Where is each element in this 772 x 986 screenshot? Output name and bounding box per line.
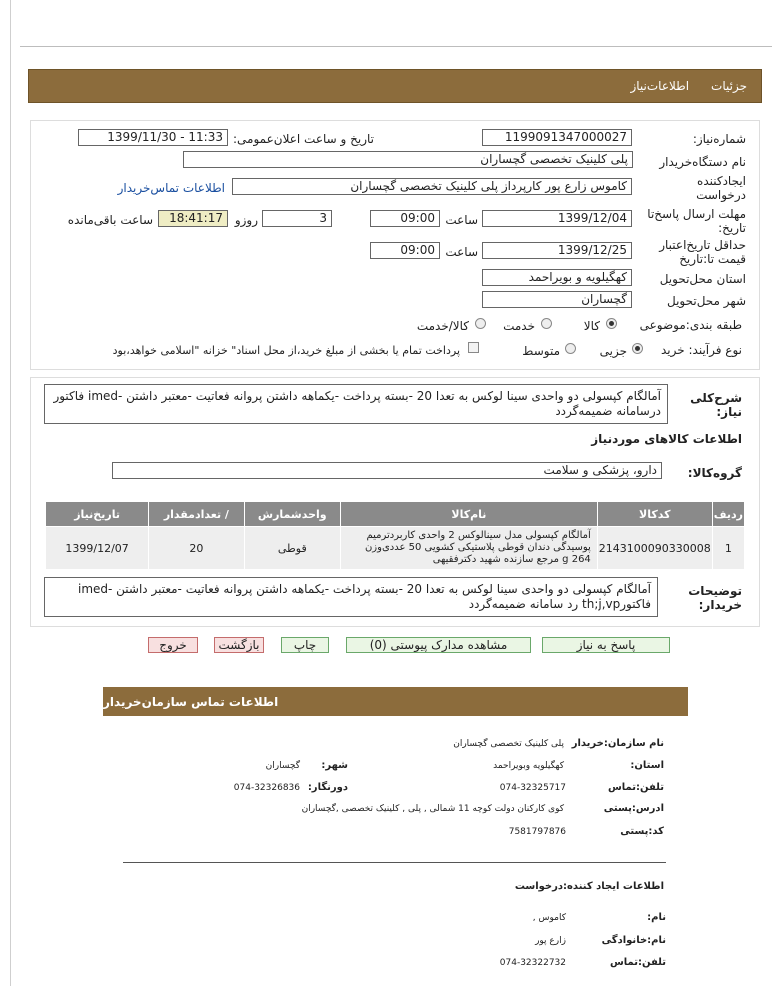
postal-value: 7581797876: [508, 827, 566, 837]
validity-label-line2: قیمت تا:تاریخ: [679, 252, 746, 266]
validity-time-field: 09:00: [370, 242, 440, 259]
summary-label-line1: شرح‌کلی: [690, 391, 742, 405]
deadline-hour-label: ساعت: [445, 213, 478, 227]
col-code: کدکالا: [597, 502, 712, 527]
summary-label-line2: نیاز:: [716, 405, 742, 419]
creator-name-value: کاموس ,: [532, 913, 566, 923]
province-field: کهگیلویه و بویراحمد: [482, 269, 632, 286]
postal-label: کد:پستی: [620, 826, 664, 837]
buyer-desc-label-line1: توضیحات: [688, 584, 742, 598]
creator-phone-value: 074-32322732: [499, 958, 566, 968]
province-contact-label: استان:: [630, 760, 664, 771]
province-contact-value: کهگیلویه وبویراحمد: [493, 761, 564, 771]
days-label: روزو: [234, 213, 258, 227]
treasury-payment-checkbox[interactable]: [468, 342, 479, 353]
left-border-line: [10, 0, 11, 986]
city-field: گچساران: [482, 291, 632, 308]
buyer-label: نام دستگاه‌خریدار: [659, 155, 746, 169]
cell-row: 1: [712, 527, 744, 570]
deadline-label-line1: مهلت ارسال پاسخ‌تا: [647, 207, 746, 221]
tab-details[interactable]: جزئیات: [711, 79, 747, 93]
print-button[interactable]: چاپ: [281, 637, 329, 653]
deadline-time-field: 09:00: [370, 210, 440, 227]
goods-table: [45, 501, 745, 570]
validity-date-field: 1399/12/25: [482, 242, 632, 259]
need-number-field: 1199091347000027: [482, 129, 632, 146]
fax-label: دورنگار:: [307, 782, 348, 793]
cell-unit: قوطی: [244, 527, 340, 570]
announce-label: تاریخ و ساعت اعلان‌عمومی:: [232, 132, 374, 146]
creator-family-value: زارع پور: [535, 936, 566, 946]
creator-label-line2: درخواست: [696, 188, 746, 202]
attachments-button[interactable]: مشاهده مدارک پیوستی (0): [346, 637, 531, 653]
reply-button[interactable]: پاسخ به نیاز: [542, 637, 670, 653]
table-row: [46, 527, 745, 570]
remaining-label: ساعت باقی‌مانده: [67, 213, 153, 227]
deadline-label-line2: تاریخ:: [718, 221, 746, 235]
tab-need-info[interactable]: اطلاعات‌نیاز: [630, 79, 690, 93]
category-both-radio[interactable]: [475, 318, 486, 329]
address-label: ادرس:پستی: [603, 803, 664, 814]
table-header-row: [46, 502, 745, 527]
days-field: 3: [262, 210, 332, 227]
process-label: نوع فرآیند: خرید: [661, 343, 742, 357]
category-service-radio[interactable]: [541, 318, 552, 329]
fax-value: 074-32326836: [233, 783, 300, 793]
remaining-time-field: 18:41:17: [158, 210, 228, 227]
city-contact-label: شهر:: [321, 760, 348, 771]
buyer-desc-label-line2: خریدار:: [698, 598, 742, 612]
process-partial-radio[interactable]: [632, 343, 643, 354]
process-medium-radio[interactable]: [565, 343, 576, 354]
buyer-desc-text-box: آمالگام کپسولی دو واحدی سینا لوکس به تعدا 20 -بسته پرداخت -یکماهه داشتن پروانه فعاتیت -معتبر داشتن -imed فاکتورth;j,vp رد سامانه ضمیمه‌گردد: [44, 577, 658, 617]
address-value: کوی کارکنان دولت کوچه 11 شمالی , پلی , کلینیک تخصصی ,گچساران: [301, 804, 564, 814]
creator-name-label: نام:: [647, 912, 666, 923]
category-service-label: خدمت: [503, 319, 535, 333]
process-medium-label: متوسط: [522, 344, 560, 358]
col-date: تاریخ‌نیاز: [46, 502, 149, 527]
col-qty: / تعدادمقدار: [149, 502, 244, 527]
buyer-contact-link[interactable]: اطلاعات تماس‌خریدار: [117, 181, 225, 195]
validity-hour-label: ساعت: [445, 245, 478, 259]
city-label: شهر محل‌تحویل: [667, 294, 746, 308]
contact-divider: [123, 862, 666, 863]
col-name: نام‌کالا: [341, 502, 598, 527]
top-tab-bar: [28, 69, 762, 103]
back-button[interactable]: بازگشت: [214, 637, 264, 653]
need-number-label: شماره‌نیاز:: [692, 132, 746, 146]
phone-value: 074-32325717: [499, 783, 566, 793]
validity-label-line1: حداقل تاریخ‌اعتبار: [659, 238, 746, 252]
category-both-label: کالا/خدمت: [416, 319, 469, 333]
exit-button[interactable]: خروج: [148, 637, 198, 653]
org-label: نام سازمان:خریدار: [571, 738, 664, 749]
creator-info-title: اطلاعات ایجاد کننده:درخواست: [514, 881, 664, 892]
buyer-contact-header: اطلاعات تماس سازمان‌خریدار: [103, 687, 688, 716]
buyer-field: پلی کلینیک تخصصی گچساران: [183, 151, 633, 168]
announce-field: 1399/11/30 - 11:33: [78, 129, 228, 146]
province-label: استان محل‌تحویل: [659, 272, 746, 286]
creator-family-label: نام:خانوادگی: [601, 935, 666, 946]
category-goods-label: کالا: [583, 319, 600, 333]
col-row: ردیف: [712, 502, 744, 527]
city-contact-value: گچساران: [265, 761, 300, 771]
creator-label-line1: ایجادکننده: [697, 174, 746, 188]
goods-info-header: اطلاعات کالاهای موردنیاز: [591, 432, 742, 446]
creator-field: کاموس زارع پور کارپرداز پلی کلینیک تخصصی گچساران: [232, 178, 632, 195]
deadline-date-field: 1399/12/04: [482, 210, 632, 227]
cell-date: 1399/12/07: [46, 527, 149, 570]
col-unit: واحدشمارش: [244, 502, 340, 527]
cell-qty: 20: [149, 527, 244, 570]
top-divider: [20, 46, 772, 47]
summary-text-box: آمالگام کپسولی دو واحدی سینا لوکس به تعدا 20 -بسته پرداخت -یکماهه داشتن پروانه فعاتیت -معتبر داشتن -imed فاکتور درسامانه ضمیمه‌گردد: [44, 384, 668, 424]
treasury-payment-note: پرداخت تمام یا بخشی از مبلغ خرید،از محل اسناد" خزانه "اسلامی خواهد،بود: [112, 344, 460, 357]
goods-group-label: گروه‌کالا:: [687, 466, 742, 480]
cell-code: 2143100090330008: [597, 527, 712, 570]
category-goods-radio[interactable]: [606, 318, 617, 329]
goods-group-field: دارو، پزشکی و سلامت: [112, 462, 662, 479]
org-value: پلی کلینیک تخصصی گچساران: [453, 739, 564, 749]
phone-label: تلفن:تماس: [607, 782, 664, 793]
creator-phone-label: تلفن:تماس: [609, 957, 666, 968]
category-label: طبقه بندی:موضوعی: [639, 318, 742, 332]
process-partial-label: جزیی: [599, 344, 627, 358]
cell-name: آمالگام کپسولی مدل سینالوکس 2 واحدی کاربردترمیم پوسیدگی دندان قوطی پلاستیکی کشویی 50 عددی‌وزن 264 g مرجع سازنده شهید دکترفقیهی: [341, 527, 598, 570]
